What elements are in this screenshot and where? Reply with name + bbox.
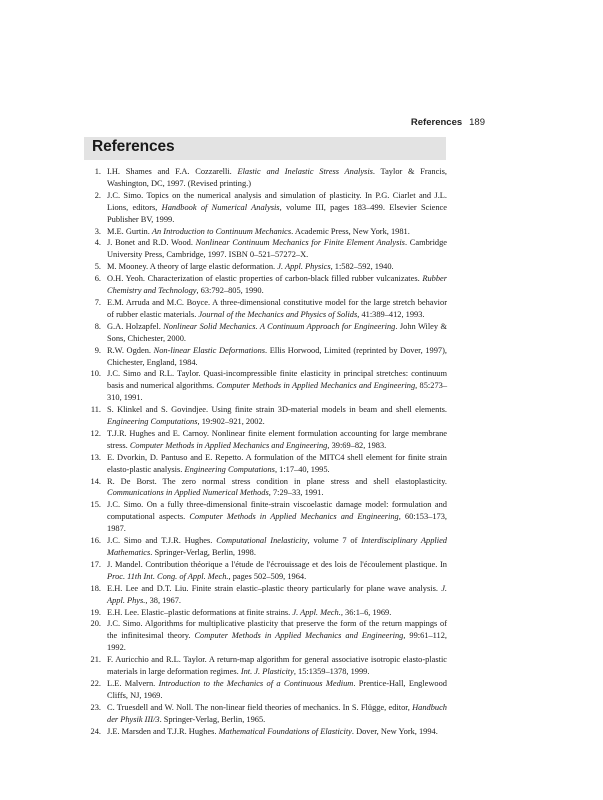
reference-text (107, 405, 447, 426)
reference-title-italic: Handbook of Numerical Analysis (161, 202, 280, 212)
reference-text (107, 477, 447, 498)
reference-item (85, 702, 447, 726)
reference-text-segment: , 60:153–173, 1987. (107, 512, 447, 534)
reference-text-segment: J. Bonet and R.D. Wood. (107, 238, 196, 248)
reference-item (85, 428, 447, 452)
reference-text-segment: L.E. Malvern. (107, 678, 159, 688)
reference-number: 19. (90, 607, 101, 617)
reference-text-segment: I.H. Shames and F.A. Cozzarelli. (107, 167, 238, 176)
reference-text (107, 298, 447, 319)
reference-number: 6. (94, 274, 101, 284)
reference-text-segment: E.H. Lee. Elastic–plastic deformations at finite strains. (107, 607, 293, 617)
reference-text-segment: . Springer-Verlag, Berlin, 1998. (150, 548, 256, 557)
reference-title-italic: Proc. 11th Int. Cong. of Appl. Mech. (107, 571, 229, 581)
reference-text (107, 679, 447, 700)
reference-text-segment: . Taylor & Francis, Washington, DC, 1997. (Revised printing.) (107, 167, 447, 188)
reference-text (107, 238, 447, 259)
reference-item (85, 273, 447, 297)
reference-item (85, 618, 447, 654)
reference-text (107, 619, 447, 652)
reference-number: 9. (94, 345, 101, 355)
reference-number: 14. (90, 476, 101, 486)
reference-text (107, 500, 447, 533)
reference-text (107, 262, 394, 271)
running-head-title: References (410, 117, 463, 128)
reference-item (85, 237, 447, 261)
reference-item (85, 452, 447, 476)
reference-number: 20. (90, 619, 101, 629)
reference-title-italic: Computational Inelasticity (216, 536, 308, 546)
reference-list (85, 166, 447, 738)
reference-item (85, 345, 447, 369)
reference-text-segment: , 1:17–40, 1995. (274, 464, 330, 474)
reference-text-segment: , 7:29–33, 1991. (268, 488, 324, 498)
reference-title-italic: An Introduction to Continuum Mechanics (151, 226, 292, 236)
reference-text-segment: , 39:69–82, 1983. (327, 440, 387, 450)
reference-text-segment: . Academic Press, New York, 1981. (291, 226, 410, 236)
reference-item (85, 166, 447, 190)
reference-text-segment: . Springer-Verlag, Berlin, 1965. (159, 714, 266, 724)
reference-title-italic: Computer Methods in Applied Mechanics and Engineering (129, 440, 328, 450)
reference-title-italic: Mathematical Foundations of Elasticity (218, 726, 352, 736)
reference-number: 18. (90, 583, 101, 593)
reference-text-segment: J. Mandel. Contribution théorique a l'étude de l'écrouissage et des lois de l'écoulement plastique. In (107, 559, 447, 569)
reference-text-segment: F. Auricchio and R.L. Taylor. A return-map algorithm for general associative isotropic elasto-plastic materials in large deformation regimes. (107, 655, 447, 677)
reference-number: 8. (94, 321, 101, 331)
reference-text-segment: , 99:61–112, 1992. (107, 631, 448, 653)
reference-title-italic: Handbuch der Physik III/3 (107, 702, 447, 724)
reference-text (107, 703, 447, 724)
reference-title-italic: Computer Methods in Applied Mechanics and Engineering (189, 512, 399, 522)
reference-title-italic: J. Appl. Physics (277, 262, 331, 272)
reference-title-italic: Rubber Chemistry and Technology (107, 274, 447, 296)
reference-text-segment: J.C. Simo. Algorithms for multiplicative plasticity that preserve the form of the return mappings of the infinitesimal theory. (107, 619, 447, 641)
reference-text (107, 274, 447, 295)
reference-number: 15. (90, 500, 101, 510)
reference-text-segment: . Dover, New York, 1994. (351, 726, 438, 736)
reference-text (107, 369, 447, 402)
reference-text-segment: , 36:1–6, 1969. (340, 607, 392, 617)
reference-number: 21. (90, 655, 101, 665)
running-head (411, 117, 485, 128)
reference-item (85, 654, 447, 678)
reference-text (107, 227, 410, 236)
reference-title-italic: Communications in Applied Numerical Methods (107, 488, 269, 498)
section-heading-bar (84, 137, 446, 160)
reference-text-segment: E. Dvorkin, D. Pantuso and E. Repetto. A formulation of the MITC4 shell element for finite strain elasto-plastic analysis. (107, 452, 447, 474)
reference-text-segment: J.C. Simo and R.L. Taylor. Quasi-incompressible finite elasticity in principal stretches: continuum basis and numerical algorithms. (107, 369, 447, 391)
reference-number: 7. (94, 297, 101, 307)
reference-number: 17. (90, 559, 101, 569)
reference-text (107, 429, 447, 450)
reference-item (85, 678, 447, 702)
reference-title-italic: Non-linear Elastic Deformations (153, 345, 266, 355)
reference-text-segment: G.A. Holzapfel. (107, 321, 164, 331)
reference-text-segment: . John Wiley & Sons, Chichester, 2000. (107, 321, 447, 343)
reference-number: 4. (94, 238, 101, 248)
reference-text (107, 655, 447, 676)
reference-item (85, 368, 447, 404)
reference-number: 5. (94, 262, 101, 272)
reference-text-segment: O.H. Yeoh. Characterization of elastic properties of carbon-black filled rubber vulcanizates. (107, 274, 423, 284)
reference-text (107, 453, 447, 474)
reference-text (107, 727, 438, 736)
reference-item (85, 190, 447, 226)
reference-title-italic: Journal of the Mechanics and Physics of Solids (198, 309, 358, 319)
reference-text-segment: C. Truesdell and W. Noll. The non-linear field theories of mechanics. In S. Flügge, editor, (107, 702, 413, 712)
reference-title-italic: Engineering Computations (184, 464, 275, 474)
reference-text-segment: E.M. Arruda and M.C. Boyce. A three-dimensional constitutive model for the large stretch behavior of rubber elastic materials. (107, 297, 447, 319)
reference-text-segment: E.H. Lee and D.T. Liu. Finite strain elastic–plastic theory particularly for plane wave analysis. (107, 583, 442, 593)
reference-text-segment: , 85:273–310, 1991. (107, 381, 448, 403)
reference-item (85, 476, 447, 500)
reference-text-segment: T.J.R. Hughes and E. Carnoy. Nonlinear finite element formulation accounting for large membrane stress. (107, 428, 447, 450)
reference-title-italic: Nonlinear Solid Mechanics. A Continuum Approach for Engineering (163, 321, 396, 331)
reference-title-italic: J. Appl. Phys. (107, 583, 447, 605)
reference-item (85, 404, 447, 428)
reference-text-segment: R. De Borst. The zero normal stress condition in plane stress and shell elastoplasticity. (107, 476, 447, 486)
reference-text-segment: , 41:389–412, 1993. (357, 309, 425, 319)
reference-title-italic: Introduction to the Mechanics of a Continuous Medium (158, 678, 354, 688)
reference-number: 23. (90, 702, 101, 712)
reference-text (107, 346, 447, 367)
reference-item (85, 607, 447, 619)
reference-text-segment: R.W. Ogden. (107, 345, 154, 355)
reference-title-italic: Interdisciplinary Applied Mathematics (107, 536, 447, 557)
reference-text-segment: J.C. Simo and T.J.R. Hughes. (107, 536, 217, 546)
reference-text-segment: J.C. Simo. On a fully three-dimensional finite-strain viscoelastic damage model: formulation and computational aspects. (107, 500, 447, 522)
reference-number: 12. (90, 428, 101, 438)
reference-number: 11. (90, 405, 101, 415)
reference-text-segment: M.E. Gurtin. (107, 226, 152, 236)
reference-text-segment: . Prentice-Hall, Englewood Cliffs, NJ, 1969. (107, 678, 447, 700)
reference-text-segment: J.C. Simo. Topics on the numerical analysis and simulation of plasticity. In P.G. Ciarlet and J.L. Lions, editors, (107, 190, 447, 212)
reference-title-italic: Nonlinear Continuum Mechanics for Finite Element Analysis (195, 238, 405, 248)
reference-text (107, 584, 447, 605)
reference-text-segment: , pages 502–509, 1964. (228, 571, 307, 581)
reference-number: 3. (94, 226, 101, 236)
reference-text (107, 560, 447, 581)
reference-item (85, 297, 447, 321)
reference-text-segment: S. Klinkel and S. Govindjee. Using finite strain 3D-material models in beam and shell elements. (107, 405, 447, 415)
reference-number: 24. (90, 726, 101, 736)
reference-text (107, 536, 447, 557)
reference-number: 22. (90, 678, 101, 688)
reference-text-segment: . Cambridge University Press, Cambridge, 1997. ISBN 0–521–57272–X. (107, 238, 447, 260)
reference-item (85, 726, 447, 738)
reference-text-segment: J.E. Marsden and T.J.R. Hughes. (107, 726, 219, 736)
reference-number: 13. (90, 452, 101, 462)
reference-item (85, 226, 447, 238)
reference-text (107, 191, 447, 224)
reference-title-italic: Int. J. Plasticity (240, 667, 294, 677)
reference-number: 2. (94, 190, 101, 200)
reference-title-italic: Computer Methods in Applied Mechanics and Engineering (194, 631, 404, 641)
reference-number: 16. (90, 536, 101, 546)
reference-text-segment: . Ellis Horwood, Limited (reprinted by Dover, 1997), Chichester, England, 1984. (107, 345, 448, 367)
page-number: 189 (469, 117, 485, 128)
reference-item (85, 321, 447, 345)
reference-title-italic: Computer Methods in Applied Mechanics and Engineering (216, 381, 416, 391)
reference-text-segment: , 15:1359–1378, 1999. (293, 667, 370, 677)
reference-title-italic: J. Appl. Mech. (292, 607, 341, 617)
reference-text-segment: , 63:792–805, 1990. (196, 286, 264, 296)
reference-text-segment: , 38, 1967. (145, 595, 181, 605)
reference-item (85, 535, 447, 559)
section-title: References (92, 138, 175, 155)
reference-item (85, 559, 447, 583)
reference-text (107, 322, 447, 343)
reference-text (107, 167, 447, 188)
reference-title-italic: Elastic and Inelastic Stress Analysis (237, 167, 373, 176)
reference-number: 10. (90, 369, 101, 379)
reference-item (85, 261, 447, 273)
reference-text-segment: , volume III, pages 183–499. Elsevier Science Publisher BV, 1999. (107, 202, 447, 224)
reference-text-segment: , 19:902–921, 2002. (197, 417, 265, 427)
reference-item (85, 583, 447, 607)
reference-title-italic: Engineering Computations (107, 417, 198, 427)
reference-item (85, 499, 447, 535)
reference-text-segment: M. Mooney. A theory of large elastic deformation. (107, 262, 278, 272)
reference-text (107, 608, 391, 617)
reference-text-segment: , volume 7 of (307, 536, 362, 546)
reference-text-segment: , 1:582–592, 1940. (330, 262, 394, 272)
reference-number: 1. (94, 167, 101, 176)
